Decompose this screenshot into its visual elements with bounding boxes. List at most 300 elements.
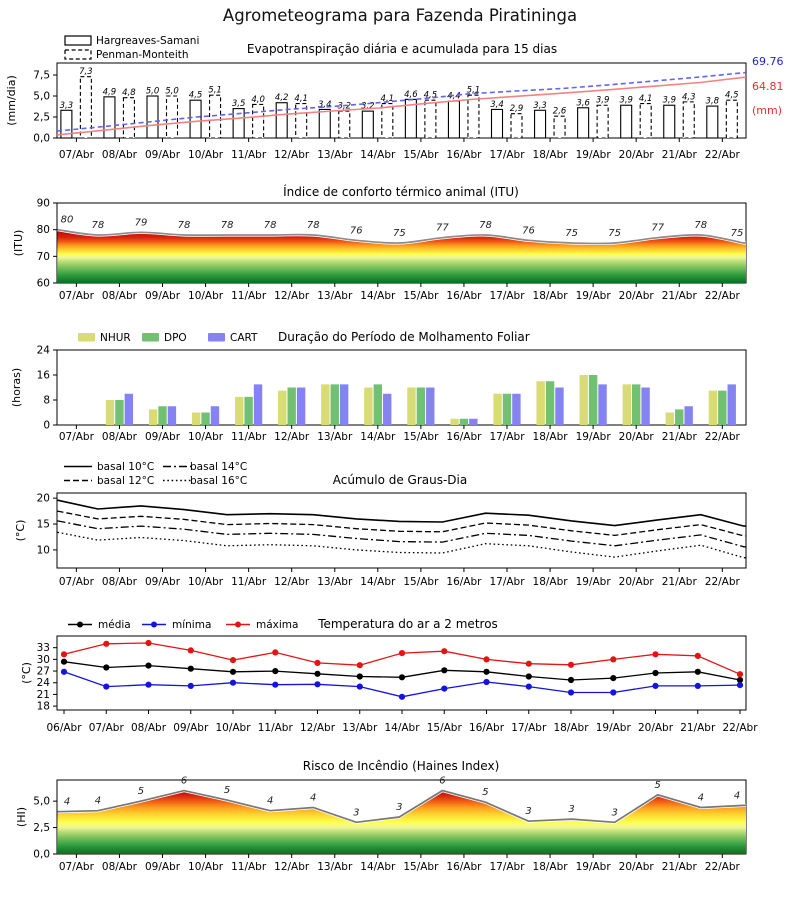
bar-value-label: 2,9 [509,104,524,115]
bar-value-label: 4,5 [188,90,203,101]
x-tick-label: 11/Abr [231,149,267,161]
bar-nhur [364,388,372,426]
x-tick-label: 08/Abr [101,431,137,443]
chart-leaf-wetness-duration [10,330,746,443]
x-tick-label: 16/Abr [446,861,482,873]
data-point-mínima [61,669,67,675]
legend-label: basal 12°C [97,475,155,487]
x-tick-label: 15/Abr [403,861,439,873]
bar-value-label: 4,0 [251,94,265,105]
bar-hargreaves [578,108,589,138]
bar-value-label: 4,1 [380,94,395,105]
x-tick-label: 15/Abr [403,290,439,302]
bar-cart [211,406,219,425]
x-tick-label: 19/Abr [595,722,631,734]
x-tick-label: 18/Abr [553,722,589,734]
point-value-label: 6 [180,775,188,787]
point-value-label: 78 [177,220,191,231]
x-tick-label: 22/Abr [704,290,740,302]
x-tick-label: 14/Abr [360,431,396,443]
x-tick-label: 20/Abr [618,431,654,443]
bar-value-label: 4,8 [122,88,136,99]
legend-swatch-dpo [142,333,159,342]
x-tick-label: 17/Abr [489,431,525,443]
x-tick-label: 19/Abr [575,290,611,302]
bar-dpo [115,400,123,425]
y-tick-label: 8 [43,394,50,407]
bar-dpo [374,384,382,425]
point-value-label: 78 [91,220,105,231]
point-value-label: 77 [436,222,449,234]
legend-label: basal 10°C [97,461,155,473]
bar-hargreaves [621,105,632,138]
x-tick-label: 17/Abr [489,290,525,302]
x-tick-label: 09/Abr [144,861,181,873]
bar-penman [640,104,651,138]
data-point-mínima [399,694,405,700]
data-point-média [272,668,278,674]
bar-dpo [244,397,252,425]
data-point-média [357,673,363,679]
x-tick-label: 11/Abr [257,722,293,734]
bar-penman [554,116,565,138]
data-point-média [230,669,236,675]
chart-title: Acúmulo de Graus-Dia [332,473,468,487]
bar-nhur [536,381,544,425]
point-value-label: 78 [220,220,234,231]
bar-penman [339,111,350,138]
legend-label: máxima [256,619,299,631]
chart-title: Duração do Período de Molhamento Foliar [278,330,530,344]
chart-title: Risco de Incêndio (Haines Index) [302,759,500,773]
legend-swatch-penman [65,50,91,59]
point-value-label: 78 [694,220,708,231]
x-tick-label: 18/Abr [532,431,568,443]
bar-cart [383,394,391,425]
bar-value-label: 3,6 [576,98,590,109]
x-tick-label: 14/Abr [384,722,420,734]
x-tick-label: 08/Abr [101,861,137,873]
x-tick-label: 12/Abr [274,290,310,302]
point-value-label: 5 [482,787,489,799]
bar-cart [297,388,305,426]
data-point-máxima [483,656,489,662]
bar-dpo [503,394,511,425]
bar-cart [125,394,133,425]
chart-evapotranspiration [5,35,784,161]
x-tick-label: 09/Abr [173,722,209,734]
bar-value-label: 3,4 [490,99,504,110]
x-tick-label: 22/Abr [704,431,740,443]
bar-value-label: 3,3 [533,100,547,111]
bar-hargreaves [448,101,459,138]
data-point-média [568,677,574,683]
data-point-máxima [441,648,447,654]
bar-value-label: 3,5 [231,99,246,110]
bar-dpo [632,384,640,425]
accumulated-total-hargreaves: 64.81 [752,80,784,93]
accumulated-total-penman: 69.76 [752,55,784,68]
y-tick-label: 90 [36,197,50,210]
bar-value-label: 4,5 [423,90,438,101]
x-tick-label: 08/Abr [101,149,137,161]
data-point-máxima [526,661,532,667]
bar-cart [641,388,649,426]
point-value-label: 78 [306,220,320,231]
data-point-máxima [399,650,405,656]
bar-value-label: 3,3 [59,100,74,111]
point-value-label: 75 [730,228,744,239]
bar-hargreaves [362,111,373,138]
series-line-máxima [64,643,740,674]
bar-nhur [666,413,674,426]
y-tick-label: 10 [36,544,50,557]
y-tick-label: 24 [36,344,50,357]
accumulated-unit-label: (mm) [752,104,783,117]
point-value-label: 77 [651,222,665,234]
data-point-máxima [188,647,194,653]
x-tick-label: 13/Abr [342,722,378,734]
x-tick-label: 10/Abr [188,861,224,873]
y-tick-label: 80 [36,224,50,237]
data-point-mínima [272,682,278,688]
x-tick-label: 13/Abr [317,861,353,873]
x-tick-label: 14/Abr [360,576,396,588]
x-tick-label: 18/Abr [532,576,568,588]
point-value-label: 4 [310,792,317,804]
bar-value-label: 3,9 [662,95,677,106]
y-axis-label: (HI) [15,806,28,828]
bar-penman [726,100,737,138]
x-tick-label: 16/Abr [446,576,482,588]
x-tick-label: 18/Abr [532,861,568,873]
y-tick-label: 60 [36,277,50,290]
data-point-média [314,671,320,677]
legend-label: Penman-Monteith [96,49,189,61]
bar-dpo [460,419,468,425]
x-tick-label: 20/Abr [618,149,654,161]
point-value-label: 5 [223,785,231,797]
y-tick-label: 5,0 [33,90,50,103]
point-value-label: 3 [353,807,360,819]
bar-hargreaves [190,100,201,138]
x-tick-label: 21/Abr [661,290,697,302]
bar-hargreaves [319,109,330,138]
data-point-mínima [695,683,701,689]
series-line-dashdot [58,521,747,547]
data-point-máxima [314,660,320,666]
legend-label: CART [230,332,258,344]
x-tick-label: 06/Abr [46,722,82,734]
x-tick-label: 09/Abr [144,431,181,443]
bar-value-label: 4,2 [274,93,289,104]
bar-cart [168,406,176,425]
bar-dpo [546,381,554,425]
x-tick-label: 07/Abr [58,290,94,302]
x-tick-label: 13/Abr [317,149,353,161]
bar-dpo [201,413,209,426]
bar-value-label: 3,9 [595,95,610,106]
bar-penman [597,105,608,138]
data-point-mínima [568,689,574,695]
x-tick-label: 07/Abr [58,149,94,161]
x-tick-label: 13/Abr [317,576,353,588]
bar-cart [512,394,520,425]
data-point-mínima [188,683,194,689]
bar-hargreaves [492,109,503,138]
bar-value-label: 4,1 [638,94,653,105]
page-title: Agrometeograma para Fazenda Piratininga [222,6,578,25]
point-value-label: 80 [60,214,74,226]
x-tick-label: 10/Abr [188,431,224,443]
legend-marker [77,622,83,628]
x-tick-label: 12/Abr [274,861,310,873]
x-tick-label: 08/Abr [101,290,137,302]
chart-degree-days [14,461,746,588]
chart-air-temperature [20,617,758,734]
point-value-label: 4 [266,795,274,807]
chart-title: Evapotranspiração diária e acumulada para 15 dias [246,42,558,56]
legend-label: basal 14°C [190,461,248,473]
x-tick-label: 08/Abr [101,576,137,588]
bar-value-label: 4,4 [447,91,461,102]
x-tick-label: 12/Abr [299,722,336,734]
x-tick-label: 14/Abr [360,149,396,161]
x-tick-label: 19/Abr [575,431,611,443]
point-value-label: 5 [137,786,145,798]
bar-hargreaves [104,97,115,138]
x-tick-label: 09/Abr [144,290,181,302]
bar-value-label: 3,8 [705,96,720,107]
data-point-máxima [568,662,574,668]
bar-hargreaves [535,110,546,138]
x-tick-label: 10/Abr [188,576,224,588]
bar-dpo [158,406,166,425]
bar-penman [425,100,436,138]
chart-fire-risk [15,759,746,873]
x-tick-label: 16/Abr [446,290,482,302]
legend-label: basal 16°C [190,475,248,487]
data-point-máxima [652,651,658,657]
bar-value-label: 4,3 [681,92,696,103]
y-tick-label: 33 [36,642,50,655]
point-value-label: 76 [522,225,535,237]
x-tick-label: 14/Abr [360,290,396,302]
legend-label: mínima [172,619,212,631]
legend-label: NHUR [100,332,131,344]
bar-hargreaves [707,106,718,138]
bar-value-label: 3,2 [361,101,375,112]
x-tick-label: 17/Abr [489,576,525,588]
x-tick-label: 21/Abr [661,576,697,588]
bar-hargreaves [664,105,675,138]
x-tick-label: 19/Abr [575,576,611,588]
bar-nhur [149,409,157,425]
data-point-mínima [103,684,109,690]
x-tick-label: 11/Abr [231,431,267,443]
data-point-média [441,667,447,673]
x-tick-label: 11/Abr [231,290,267,302]
x-tick-label: 10/Abr [188,149,224,161]
legend-label: DPO [164,332,187,344]
data-point-mínima [441,686,447,692]
bar-penman [210,95,221,138]
y-tick-label: 18 [36,700,50,713]
chart-title: Índice de conforto térmico animal (ITU) [283,185,519,199]
y-tick-label: 2,5 [33,822,50,835]
x-tick-label: 19/Abr [575,149,611,161]
x-tick-label: 17/Abr [511,722,547,734]
x-tick-label: 16/Abr [446,431,482,443]
x-tick-label: 13/Abr [317,290,353,302]
point-value-label: 78 [479,220,492,231]
x-tick-label: 08/Abr [130,722,167,734]
plot-border [57,493,746,568]
y-axis-label: (horas) [10,367,23,408]
bar-value-label: 5,0 [145,86,160,97]
bar-penman [511,114,522,138]
point-value-label: 78 [263,220,277,231]
data-point-máxima [230,657,236,663]
x-tick-label: 19/Abr [575,861,611,873]
series-line-dotted [58,532,747,557]
bar-nhur [580,375,588,425]
data-point-máxima [357,662,363,668]
y-tick-label: 70 [36,250,50,263]
legend-marker [151,622,157,628]
x-tick-label: 20/Abr [618,861,654,873]
x-tick-label: 15/Abr [403,431,439,443]
x-tick-label: 22/Abr [704,861,740,873]
y-tick-label: 0,0 [33,132,50,145]
data-point-média [483,669,489,675]
data-point-média [652,670,658,676]
bar-cart [254,384,262,425]
x-tick-label: 16/Abr [446,149,482,161]
bar-value-label: 2,6 [552,106,567,117]
bar-value-label: 5,0 [165,86,179,97]
x-tick-label: 12/Abr [274,576,310,588]
bar-value-label: 4,5 [725,90,739,101]
y-tick-label: 20 [36,492,50,505]
point-value-label: 3 [568,804,575,816]
data-point-média [399,674,405,680]
charts-group [5,35,784,873]
x-tick-label: 07/Abr [88,722,124,734]
point-value-label: 6 [439,775,446,787]
point-value-label: 79 [134,217,148,229]
point-value-label: 3 [611,807,618,819]
bar-cart [469,419,477,425]
bar-dpo [417,388,425,426]
point-value-label: 75 [608,228,622,239]
y-axis-label: (ITU) [12,229,25,257]
x-tick-label: 18/Abr [532,149,568,161]
point-value-label: 4 [94,795,102,807]
series-line-solid [58,500,747,526]
data-point-média [610,675,616,681]
bar-nhur [493,394,501,425]
x-tick-label: 20/Abr [637,722,674,734]
y-tick-label: 21 [36,688,50,701]
bar-penman [468,95,479,138]
x-tick-label: 21/Abr [680,722,716,734]
x-tick-label: 13/Abr [317,431,353,443]
point-value-label: 75 [565,228,578,239]
data-point-mínima [737,682,743,688]
data-point-mínima [230,680,236,686]
data-point-máxima [695,653,701,659]
bar-nhur [278,391,286,425]
legend-label: Hargreaves-Samani [96,35,200,47]
point-value-label: 76 [349,225,363,237]
bar-nhur [321,384,329,425]
y-tick-label: 2,5 [33,111,50,124]
point-value-label: 4 [733,790,741,802]
x-tick-label: 22/Abr [704,576,740,588]
data-point-mínima [652,683,658,689]
x-tick-label: 15/Abr [426,722,462,734]
x-tick-label: 10/Abr [188,290,224,302]
x-tick-label: 07/Abr [58,576,94,588]
bar-cart [426,388,434,426]
x-tick-label: 21/Abr [661,431,697,443]
point-value-label: 3 [396,802,403,813]
chart-animal-thermal-comfort [12,184,746,302]
bar-nhur [623,384,631,425]
data-point-mínima [483,679,489,685]
data-point-máxima [737,671,743,677]
bar-value-label: 7,3 [79,67,93,78]
data-point-máxima [610,656,616,662]
y-tick-label: 30 [36,653,50,666]
bar-nhur [450,419,458,425]
bar-value-label: 4,6 [404,89,418,100]
bar-dpo [287,388,295,426]
data-point-máxima [61,651,67,657]
bar-hargreaves [147,96,158,138]
bar-value-label: 3,2 [337,101,352,112]
data-point-média [188,666,194,672]
bar-dpo [675,409,683,425]
x-tick-label: 07/Abr [58,861,94,873]
y-tick-label: 27 [36,665,50,678]
area-fill [57,791,746,854]
chart-title: Temperatura do ar a 2 metros [318,617,498,631]
x-tick-label: 22/Abr [722,722,758,734]
bar-cart [598,384,606,425]
x-tick-label: 22/Abr [704,149,740,161]
legend-marker [235,622,241,628]
x-tick-label: 11/Abr [231,576,267,588]
bar-cart [728,384,736,425]
bar-value-label: 4,9 [102,87,117,98]
y-tick-label: 15 [36,518,50,531]
bar-value-label: 5,1 [466,85,481,96]
x-tick-label: 16/Abr [468,722,505,734]
bar-nhur [407,388,415,426]
y-tick-label: 5,0 [33,795,50,808]
x-tick-label: 20/Abr [618,576,654,588]
data-point-máxima [103,641,109,647]
y-axis-label: (°C) [14,519,27,542]
point-value-label: 5 [654,779,661,791]
x-tick-label: 11/Abr [231,861,267,873]
y-tick-label: 0,0 [33,848,50,861]
data-point-média [526,673,532,679]
x-tick-label: 18/Abr [532,290,568,302]
x-tick-label: 14/Abr [360,861,396,873]
